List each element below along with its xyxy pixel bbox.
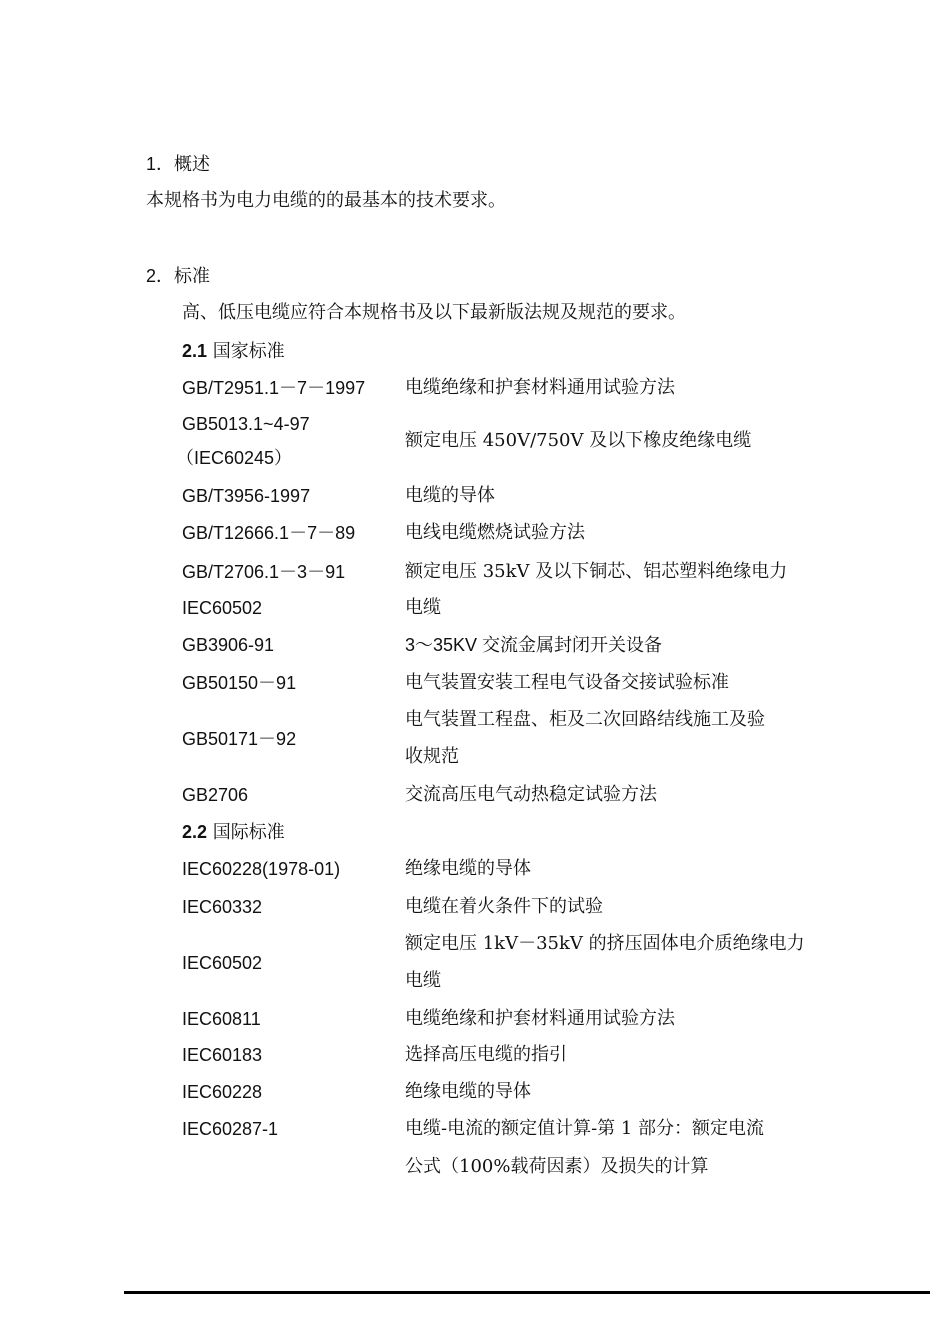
standard-description: 3～35KV 交流金属封闭开关设备 (405, 635, 663, 655)
standard-code: GB5013.1~4-97 (182, 414, 310, 434)
footer-rule (124, 1291, 930, 1294)
standard-description: 电气装置工程盘、柜及二次回路结线施工及验 (405, 709, 765, 730)
standard-description: 电线电缆燃烧试验方法 (405, 522, 585, 543)
standard-code: GB/T12666.1－7－89 (182, 523, 356, 543)
standard-description: 额定电压 450V/750V 及以下橡皮绝缘电缆 (405, 430, 752, 451)
standard-description: 电气装置安装工程电气设备交接试验标准 (405, 672, 729, 693)
section-1-heading: 1．概述 (146, 154, 211, 174)
standard-description: 额定电压 1kV－35kV 的挤压固体电介质绝缘电力 (405, 933, 805, 954)
standard-description: 交流高压电气动热稳定试验方法 (405, 784, 657, 805)
standard-description: 电缆的导体 (405, 485, 495, 506)
standard-description: 电缆在着火条件下的试验 (405, 896, 603, 917)
standard-code: GB/T2951.1－7－1997 (182, 378, 366, 398)
standard-code: GB/T2706.1－3－91 (182, 562, 346, 582)
subsection-title: 国家标准 (212, 341, 285, 362)
standard-code-alt: （IEC60245） (176, 448, 293, 468)
standard-code: IEC60502 (182, 953, 263, 973)
section-2-heading: 2．标准 (146, 266, 211, 286)
standard-description-cont: 电缆 (405, 597, 441, 618)
standard-code: GB3906-91 (182, 635, 275, 655)
section-2-intro: 高、低压电缆应符合本规格书及以下最新版法规及规范的要求。 (182, 302, 686, 323)
standard-description: 绝缘电缆的导体 (405, 858, 531, 879)
standard-code: GB2706 (182, 785, 249, 805)
standard-code: IEC60332 (182, 897, 263, 917)
standard-description: 电缆绝缘和护套材料通用试验方法 (405, 1008, 675, 1029)
standard-description-cont: 收规范 (405, 746, 459, 767)
standard-description: 绝缘电缆的导体 (405, 1081, 531, 1102)
standard-code: GB/T3956-1997 (182, 486, 311, 506)
subsection-number: 2.1 (182, 341, 208, 361)
standard-code: IEC60228 (182, 1082, 263, 1102)
subsection-number: 2.2 (182, 822, 208, 842)
standard-code: IEC60811 (182, 1009, 261, 1029)
standard-description-cont: 电缆 (405, 970, 441, 991)
standard-description-cont: 公式（100%载荷因素）及损失的计算 (405, 1156, 709, 1177)
standard-code: IEC60228(1978-01) (182, 859, 341, 879)
standard-code: IEC60183 (182, 1045, 263, 1065)
subsection-2-1-heading (182, 339, 285, 364)
standard-description: 电缆-电流的额定值计算-第 1 部分：额定电流 (405, 1118, 765, 1139)
standard-code: GB50171－92 (182, 729, 297, 749)
standard-description: 选择高压电缆的指引 (405, 1044, 567, 1065)
standard-code: IEC60287-1 (182, 1119, 279, 1139)
subsection-2-2-heading (182, 820, 285, 845)
section-1-body: 本规格书为电力电缆的的最基本的技术要求。 (146, 190, 506, 211)
standard-code: GB50150－91 (182, 673, 297, 693)
standard-code-alt: IEC60502 (182, 598, 263, 618)
standard-description: 额定电压 35kV 及以下铜芯、铝芯塑料绝缘电力 (405, 561, 788, 582)
subsection-title: 国际标准 (212, 822, 285, 843)
standard-description: 电缆绝缘和护套材料通用试验方法 (405, 377, 675, 398)
